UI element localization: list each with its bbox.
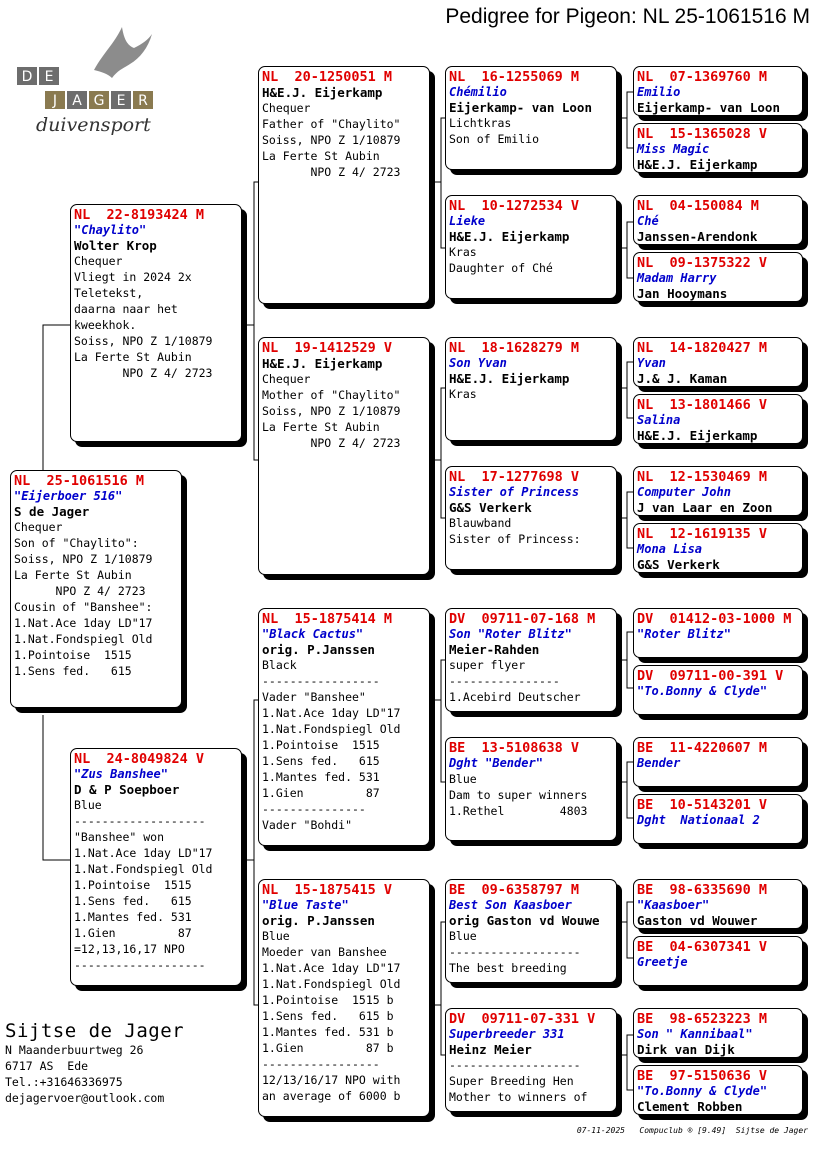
pigeon-info-line: ------------------- — [449, 945, 581, 959]
pigeon-info-line: 1.Sens fed. 615 — [262, 754, 380, 768]
pigeon-owner: H&E.J. Eijerkamp — [449, 229, 570, 244]
pigeon-info-line: Mother of "Chaylito" — [262, 388, 401, 402]
pigeon-owner: Janssen-Arendonk — [637, 229, 758, 244]
pigeon-info-line: Dam to super winners — [449, 788, 588, 802]
breeder-email: dejagervoer@outlook.com — [5, 1091, 165, 1105]
ring-number: BE 10-5143201 V — [637, 797, 768, 813]
pigeon-card[interactable] — [445, 466, 617, 570]
pigeon-info-line: 1.Nat.Ace 1day LD"17 — [74, 846, 213, 860]
ring-number: BE 04-6307341 V — [637, 939, 768, 955]
pigeon-info-line: NPO Z 4/ 2723 — [14, 584, 146, 598]
pigeon-info-line: Mother to winners of — [449, 1090, 588, 1104]
ring-number: NL 18-1628279 M — [449, 340, 580, 356]
logo-letter: R — [132, 90, 154, 110]
pigeon-info-line: Blue — [449, 772, 477, 786]
pigeon-nickname: Salina — [637, 413, 681, 427]
pigeon-info-line: 1.Rethel 4803 — [449, 804, 588, 818]
pigeon-info-line: 1.Nat.Fondspiegl Old — [74, 862, 213, 876]
pigeon-card[interactable] — [633, 123, 803, 173]
ring-number: DV 09711-00-391 V — [637, 668, 784, 684]
pigeon-card[interactable] — [445, 608, 617, 712]
pigeon-info-line: Cousin of "Banshee": — [14, 600, 153, 614]
pigeon-info-line: 1.Acebird Deutscher — [449, 690, 581, 704]
pigeon-card[interactable] — [633, 195, 803, 245]
pigeon-info-line: Son of Emilio — [449, 132, 540, 146]
pigeon-card[interactable] — [10, 470, 182, 708]
pigeon-info-line: 1.Nat.Fondspiegl Old — [262, 977, 401, 991]
pigeon-info-line: Chequer — [262, 101, 311, 115]
pigeon-owner: S de Jager — [14, 504, 90, 519]
pigeon-nickname: "Roter Blitz" — [637, 627, 731, 641]
pigeon-info-line: 1.Nat.Fondspiegl Old — [262, 722, 401, 736]
pigeon-info-line: kweekhok. — [74, 318, 137, 332]
pigeon-nickname: Miss Magic — [637, 142, 710, 156]
logo-script: duivensport — [36, 114, 151, 136]
ring-number: NL 13-1801466 V — [637, 397, 768, 413]
ring-number: DV 09711-07-168 M — [449, 611, 596, 627]
pigeon-info-line: Moeder van Banshee — [262, 945, 387, 959]
pigeon-owner: Eijerkamp- van Loon — [449, 100, 592, 115]
pigeon-owner: G&S Verkerk — [449, 500, 532, 515]
pigeon-card[interactable] — [633, 252, 803, 302]
pigeon-info-line: 1.Sens fed. 615 — [74, 894, 192, 908]
pigeon-info-line: "Banshee" won — [74, 830, 165, 844]
breeder-info — [5, 1020, 184, 1106]
pigeon-card[interactable] — [70, 204, 242, 442]
ring-number: NL 19-1412529 V — [262, 340, 393, 356]
breeder-name: Sijtse de Jager — [5, 1020, 185, 1042]
pigeon-owner: orig. P.Janssen — [262, 913, 375, 928]
pigeon-owner: Wolter Krop — [74, 238, 157, 253]
pigeon-info-line: La Ferte St Aubin — [14, 568, 132, 582]
pigeon-info-line: 1.Mantes fed. 531 b — [262, 1025, 394, 1039]
pigeon-info-line: Father of "Chaylito" — [262, 117, 401, 131]
pigeon-nickname: Computer John — [637, 485, 731, 499]
pigeon-info-line: Son of "Chaylito": — [14, 536, 139, 550]
pigeon-owner: Gaston vd Wouwer — [637, 913, 758, 928]
ring-number: NL 15-1875415 V — [262, 882, 393, 898]
pigeon-info-line: 1.Gien 87 — [262, 786, 380, 800]
pigeon-info-line: Soiss, NPO Z 1/10879 — [14, 552, 153, 566]
pigeon-owner: Dirk van Dijk — [637, 1042, 735, 1057]
ring-number: BE 13-5108638 V — [449, 740, 580, 756]
pigeon-info-line: super flyer — [449, 658, 526, 672]
pigeon-nickname: Superbreeder 331 — [449, 1027, 565, 1041]
pigeon-info-line: NPO Z 4/ 2723 — [262, 165, 401, 179]
pigeon-nickname: "To.Bonny & Clyde" — [637, 1084, 768, 1098]
pigeon-info-line: 12/13/16/17 NPO with — [262, 1073, 401, 1087]
pigeon-nickname: Sister of Princess — [449, 485, 580, 499]
pigeon-info-line: Chequer — [14, 520, 63, 534]
pigeon-info-line: Soiss, NPO Z 1/10879 — [74, 334, 213, 348]
pigeon-info-line: 1.Mantes fed. 531 — [74, 910, 192, 924]
pigeon-card[interactable] — [258, 66, 430, 304]
pigeon-card[interactable] — [445, 879, 617, 983]
pigeon-info-line: Vader "Bohdi" — [262, 818, 353, 832]
pigeon-card[interactable] — [633, 665, 803, 715]
ring-number: NL 25-1061516 M — [14, 473, 145, 489]
pigeon-owner: H&E.J. Eijerkamp — [637, 428, 758, 443]
pigeon-nickname: Ché — [637, 214, 659, 228]
pigeon-info-line: =12,13,16,17 NPO — [74, 942, 185, 956]
pigeon-owner: Heinz Meier — [449, 1042, 532, 1057]
ring-number: NL 12-1619135 V — [637, 526, 768, 542]
pigeon-info-line: 1.Mantes fed. 531 — [262, 770, 380, 784]
pigeon-card[interactable] — [633, 936, 803, 986]
ring-number: DV 01412-03-1000 M — [637, 611, 792, 627]
pigeon-card[interactable] — [633, 737, 803, 787]
pigeon-info-line: La Ferte St Aubin — [262, 149, 380, 163]
pigeon-nickname: Yvan — [637, 356, 666, 370]
pigeon-info-line: an average of 6000 b — [262, 1089, 401, 1103]
pigeon-info-line: NPO Z 4/ 2723 — [262, 436, 401, 450]
pigeon-card[interactable] — [633, 794, 803, 844]
pigeon-nickname: "Zus Banshee" — [74, 767, 168, 781]
pigeon-owner: orig Gaston vd Wouwe — [449, 913, 600, 928]
pigeon-info-line: 1.Nat.Fondspiegl Old — [14, 632, 153, 646]
pigeon-owner: G&S Verkerk — [637, 557, 720, 572]
ring-number: NL 20-1250051 M — [262, 69, 393, 85]
pigeon-info-line: Blue — [449, 929, 477, 943]
pigeon-nickname: Lieke — [449, 214, 486, 228]
pigeon-nickname: "Eijerboer 516" — [14, 489, 123, 503]
pigeon-info-line: 1.Pointoise 1515 — [14, 648, 132, 662]
pigeon-info-line: 1.Nat.Ace 1day LD"17 — [14, 616, 153, 630]
footer: 07-11-2025 Compuclub ® [9.49] Sijtse de Jager — [576, 1126, 808, 1135]
ring-number: NL 10-1272534 V — [449, 198, 580, 214]
pigeon-card[interactable] — [445, 66, 617, 170]
pigeon-card[interactable] — [633, 66, 803, 116]
pigeon-info-line: Chequer — [74, 254, 123, 268]
pigeon-card[interactable] — [258, 337, 430, 575]
pigeon-info-line: La Ferte St Aubin — [74, 350, 192, 364]
pigeon-card[interactable] — [633, 523, 803, 573]
pigeon-info-line: ---------------- — [449, 674, 560, 688]
pigeon-card[interactable] — [445, 195, 617, 299]
pigeon-nickname: Son "Roter Blitz" — [449, 627, 572, 641]
pigeon-nickname: "Kaasboer" — [637, 898, 710, 912]
pigeon-card[interactable] — [258, 608, 430, 846]
breeder-phone: Tel.:+31646336975 — [5, 1075, 123, 1089]
pigeon-info-line: 1.Gien 87 — [74, 926, 192, 940]
page-title: Pedigree for Pigeon: NL 25-1061516 M — [445, 5, 810, 28]
pigeon-info-line: ------------------- — [74, 814, 206, 828]
pigeon-card[interactable] — [70, 748, 242, 986]
pigeon-card[interactable] — [633, 394, 803, 444]
pigeon-card[interactable] — [258, 879, 430, 1117]
logo-letter: J — [44, 90, 66, 110]
pigeon-nickname: "Chaylito" — [74, 223, 147, 237]
pigeon-card[interactable] — [633, 466, 803, 516]
ring-number: NL 14-1820427 M — [637, 340, 768, 356]
pigeon-info-line: Kras — [449, 245, 477, 259]
pigeon-card[interactable] — [633, 879, 803, 929]
pigeon-owner: H&E.J. Eijerkamp — [449, 371, 570, 386]
pigeon-owner: H&E.J. Eijerkamp — [637, 157, 758, 172]
pigeon-info-line: Soiss, NPO Z 1/10879 — [262, 133, 401, 147]
ring-number: BE 11-4220607 M — [637, 740, 768, 756]
ring-number: BE 98-6523223 M — [637, 1011, 768, 1027]
ring-number: NL 07-1369760 M — [637, 69, 768, 85]
pigeon-owner: J.& J. Kaman — [637, 371, 728, 386]
pigeon-nickname: Mona Lisa — [637, 542, 703, 556]
pigeon-info-line: 1.Pointoise 1515 b — [262, 993, 394, 1007]
pigeon-nickname: Son " Kannibaal" — [637, 1027, 753, 1041]
ring-number: NL 12-1530469 M — [637, 469, 768, 485]
pigeon-info-line: Lichtkras — [449, 116, 512, 130]
pigeon-info-line: Daughter of Ché — [449, 261, 553, 275]
ring-number: NL 24-8049824 V — [74, 751, 205, 767]
pigeon-info-line: Teletekst, — [74, 286, 144, 300]
logo-letter: A — [66, 90, 88, 110]
pigeon-nickname: Bender — [637, 756, 681, 770]
pigeon-owner: Clement Robben — [637, 1099, 743, 1114]
pigeon-nickname: Emilio — [637, 85, 681, 99]
pigeon-owner: Jan Hooymans — [637, 286, 728, 301]
pigeon-nickname: Son Yvan — [449, 356, 507, 370]
ring-number: BE 98-6335690 M — [637, 882, 768, 898]
pigeon-info-line: 1.Sens fed. 615 b — [262, 1009, 394, 1023]
pigeon-info-line: The best breeding — [449, 961, 567, 975]
pigeon-info-line: ------------------- — [74, 958, 206, 972]
pigeon-card[interactable] — [633, 1008, 803, 1058]
pigeon-info-line: Soiss, NPO Z 1/10879 — [262, 404, 401, 418]
logo-letter: G — [88, 90, 110, 110]
pigeon-nickname: Best Son Kaasboer — [449, 898, 572, 912]
pigeon-info-line: Super Breeding Hen — [449, 1074, 574, 1088]
ring-number: NL 15-1365028 V — [637, 126, 768, 142]
pigeon-info-line: NPO Z 4/ 2723 — [74, 366, 213, 380]
pigeon-info-line: 1.Pointoise 1515 — [262, 738, 380, 752]
pigeon-nickname: Chémilio — [449, 85, 507, 99]
pigeon-info-line: Black — [262, 658, 297, 672]
pigeon-card[interactable] — [633, 337, 803, 387]
pigeon-card[interactable] — [633, 608, 803, 658]
pigeon-card[interactable] — [445, 1008, 617, 1112]
pigeon-info-line: Blue — [262, 929, 290, 943]
pigeon-card[interactable] — [445, 737, 617, 841]
pigeon-owner: Eijerkamp- van Loon — [637, 100, 780, 115]
pigeon-info-line: 1.Nat.Ace 1day LD"17 — [262, 961, 401, 975]
pigeon-info-line: 1.Sens fed. 615 — [14, 664, 132, 678]
ring-number: NL 17-1277698 V — [449, 469, 580, 485]
pigeon-info-line: 1.Nat.Ace 1day LD"17 — [262, 706, 401, 720]
pigeon-owner: Meier-Rahden — [449, 642, 540, 657]
pigeon-nickname: "Blue Taste" — [262, 898, 349, 912]
pigeon-info-line: Kras — [449, 387, 477, 401]
ring-number: NL 04-150084 M — [637, 198, 759, 214]
pigeon-owner: D & P Soepboer — [74, 782, 180, 797]
logo-letter: E — [110, 90, 132, 110]
pigeon-info-line: ----------------- — [262, 1057, 380, 1071]
pigeon-owner: H&E.J. Eijerkamp — [262, 356, 383, 371]
pigeon-nickname: "Black Cactus" — [262, 627, 364, 641]
pigeon-owner: H&E.J. Eijerkamp — [262, 85, 383, 100]
ring-number: DV 09711-07-331 V — [449, 1011, 596, 1027]
pigeon-info-line: La Ferte St Aubin — [262, 420, 380, 434]
pigeon-info-line: 1.Pointoise 1515 — [74, 878, 192, 892]
ring-number: NL 22-8193424 M — [74, 207, 205, 223]
pigeon-info-line: ----------------- — [262, 674, 380, 688]
ring-number: BE 09-6358797 M — [449, 882, 580, 898]
ring-number: BE 97-5150636 V — [637, 1068, 768, 1084]
pigeon-info-line: ------------------- — [449, 1058, 581, 1072]
pigeon-owner: J van Laar en Zoon — [637, 500, 773, 515]
pigeon-info-line: Blauwband — [449, 516, 512, 530]
pigeon-nickname: Madam Harry — [637, 271, 717, 285]
pigeon-nickname: Dght "Bender" — [449, 756, 543, 770]
pigeon-owner: orig. P.Janssen — [262, 642, 375, 657]
logo-letter: E — [38, 66, 60, 86]
pigeon-nickname: Greetje — [637, 955, 688, 969]
pigeon-info-line: Vader "Banshee" — [262, 690, 366, 704]
breeder-postcode: 6717 AS Ede — [5, 1059, 89, 1073]
pigeon-card[interactable] — [445, 337, 617, 441]
ring-number: NL 09-1375322 V — [637, 255, 768, 271]
logo-letter: D — [16, 66, 38, 86]
pigeon-info-line: Blue — [74, 798, 102, 812]
pigeon-card[interactable] — [633, 1065, 803, 1115]
pigeon-info-line: Chequer — [262, 372, 311, 386]
pigeon-info-line: 1.Gien 87 b — [262, 1041, 394, 1055]
pigeon-info-line: Sister of Princess: — [449, 532, 581, 546]
pigeon-nickname: Dght Nationaal 2 — [637, 813, 760, 827]
breeder-address: N Maanderbuurtweg 26 — [5, 1043, 144, 1057]
pigeon-info-line: Vliegt in 2024 2x — [74, 270, 192, 284]
ring-number: NL 16-1255069 M — [449, 69, 580, 85]
pigeon-info-line: --------------- — [262, 802, 366, 816]
ring-number: NL 15-1875414 M — [262, 611, 393, 627]
pigeon-nickname: "To.Bonny & Clyde" — [637, 684, 768, 698]
pigeon-info-line: daarna naar het — [74, 302, 178, 316]
